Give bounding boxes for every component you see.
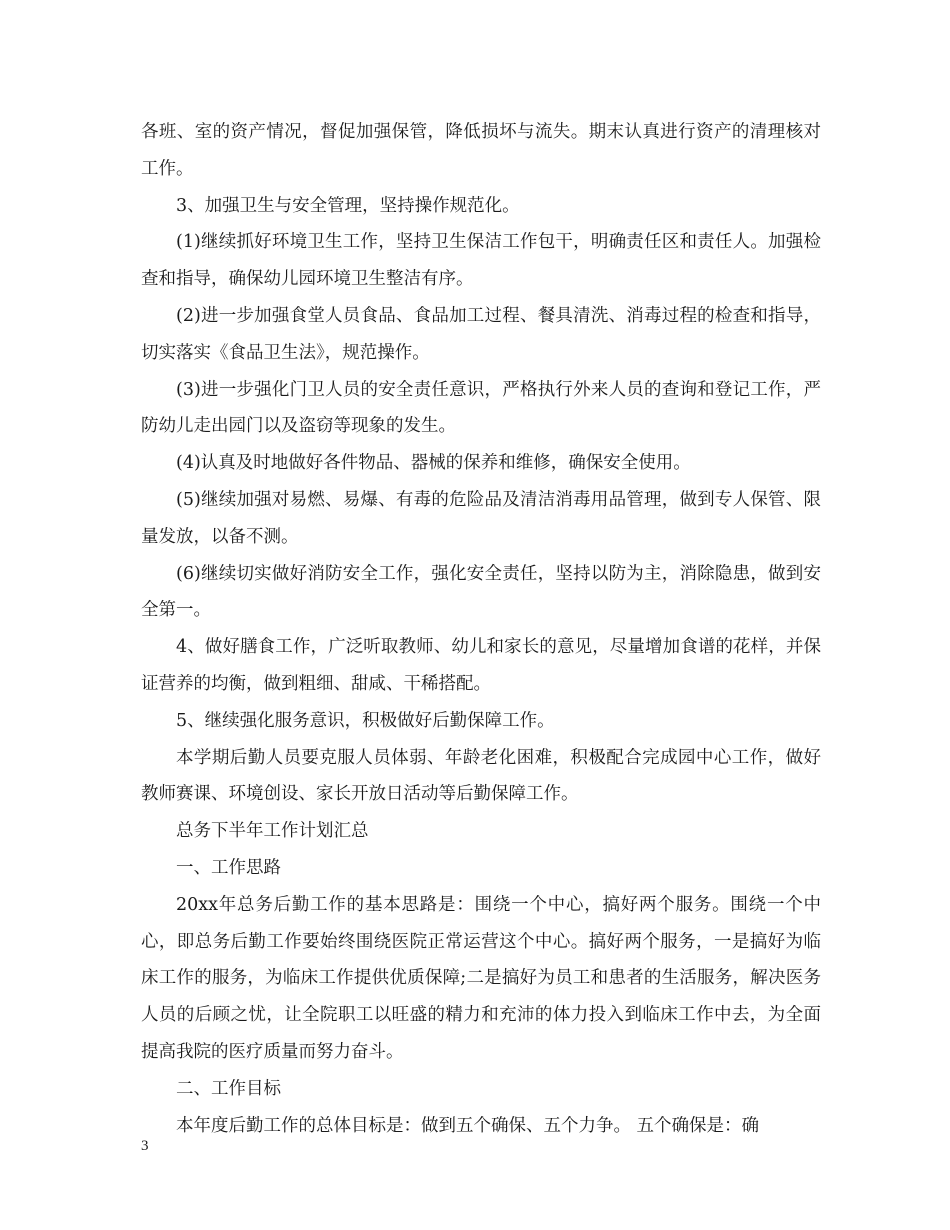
paragraph-1: 各班、室的资产情况，督促加强保管，降低损坏与流失。期末认真进行资产的清理核对工作。: [141, 122, 821, 179]
paragraph-10: 5、继续强化服务意识，积极做好后勤保障工作。: [176, 710, 555, 731]
paragraph-8: (6)继续切实做好消防安全工作，强化安全责任，坚持以防为主，消除隐患，做到安全第一。: [141, 563, 821, 621]
paragraph-6: (4)认真及时地做好各件物品、器械的保养和维修，确保安全使用。: [176, 453, 691, 474]
paragraph-3: (1)继续抓好环境卫生工作，坚持卫生保洁工作包干，明确责任区和责任人。加强检查和指导，确保幼儿园环境卫生整洁有序。: [141, 232, 821, 290]
paragraph-16: 本年度后勤工作的总体目标是：做到五个确保、五个力争。 五个确保是：确: [176, 1115, 760, 1136]
heading-work-ideas: 一、工作思路: [176, 857, 281, 878]
heading-work-goals: 二、工作目标: [176, 1078, 281, 1099]
page-number: 3: [141, 1138, 149, 1154]
paragraph-5: (3)进一步强化门卫人员的安全责任意识，严格执行外来人员的查询和登记工作，严防幼儿走出园门以及盗窃等现象的发生。: [141, 379, 821, 437]
paragraph-11: 本学期后勤人员要克服人员体弱、年龄老化困难，积极配合完成园中心工作，做好教师赛课、环境创设、家长开放日活动等后勤保障工作。: [141, 747, 821, 805]
paragraph-9: 4、做好膳食工作，广泛听取教师、幼儿和家长的意见，尽量增加食谱的花样，并保证营养的均衡，做到粗细、甜咸、干稀搭配。: [141, 637, 821, 694]
paragraph-4: (2)进一步加强食堂人员食品、食品加工过程、餐具清洗、消毒过程的检查和指导，切实落实《食品卫生法》，规范操作。: [141, 305, 821, 363]
paragraph-7: (5)继续加强对易燃、易爆、有毒的危险品及清洁消毒用品管理，做到专人保管、限量发放，以备不测。: [141, 489, 821, 547]
section-title: 总务下半年工作计划汇总: [176, 821, 369, 842]
document-body: [141, 114, 821, 1144]
paragraph-2: 3、加强卫生与安全管理，坚持操作规范化。: [176, 195, 520, 216]
paragraph-14: 20xx年总务后勤工作的基本思路是：围绕一个中心，搞好两个服务。围绕一个中心，即总务后勤工作要始终围绕医院正常运营这个中心。搞好两个服务，一是搞好为临床工作的服务，为临床工作提供优质保障;二是搞好为员工和患者的生活服务，解决医务人员的后顾之忧，让全院职工以旺盛的精力和充沛的体力投入到临床工作中去，为全面提高我院的医疗质量而努力奋斗。: [141, 894, 821, 1062]
